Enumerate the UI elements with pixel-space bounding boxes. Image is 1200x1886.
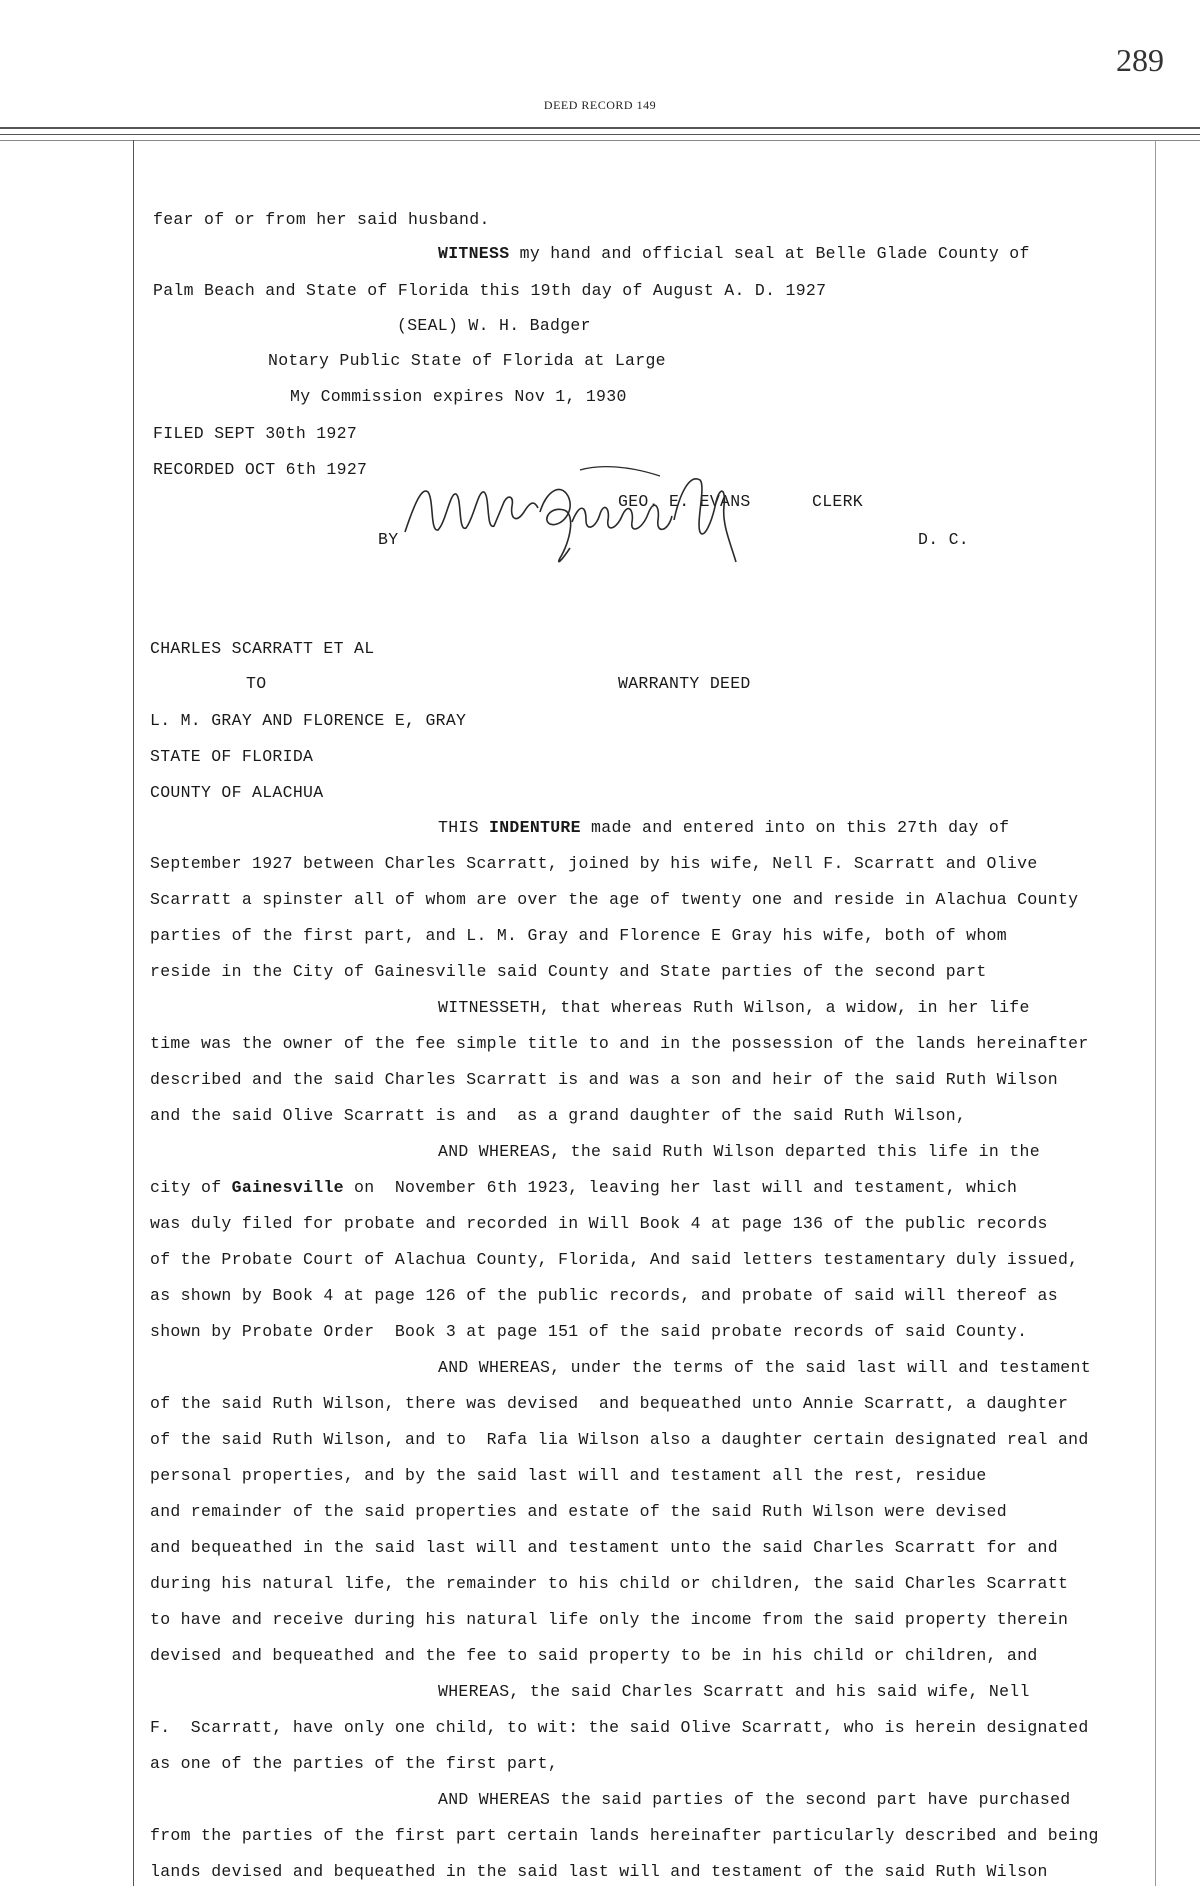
header-rule: [0, 127, 1200, 129]
body-line: parties of the first part, and L. M. Gray and Florence E Gray his wife, both of whom: [150, 926, 1007, 945]
body-line: as shown by Book 4 at page 126 of the public records, and probate of said will thereof as: [150, 1286, 1058, 1305]
body-text: on November 6th 1923, leaving her last will and testament, which: [343, 1178, 1018, 1197]
body-line: [150, 1178, 1017, 1197]
body-line: during his natural life, the remainder to his child or children, the said Charles Scarratt: [150, 1574, 1069, 1593]
body-line: personal properties, and by the said last will and testament all the rest, residue: [150, 1466, 987, 1485]
body-text: made and entered into on this 27th day of: [580, 818, 1010, 837]
notary-seal: (SEAL) W. H. Badger: [397, 316, 591, 335]
by-label: BY: [378, 530, 399, 549]
body-text-bold: Gainesville: [231, 1178, 344, 1197]
book-title: DEED RECORD 149: [543, 98, 657, 112]
page-number: 289: [1116, 42, 1164, 78]
deputy-clerk-label: D. C.: [918, 530, 970, 549]
body-line: and the said Olive Scarratt is and as a grand daughter of the said Ruth Wilson,: [150, 1106, 967, 1125]
body-line: of the Probate Court of Alachua County, Florida, And said letters testamentary duly issued,: [150, 1250, 1079, 1269]
witness-text: my hand and official seal at Belle Glade County of: [509, 244, 1030, 263]
body-line: from the parties of the first part certain lands hereinafter particularly described and being: [150, 1826, 1099, 1845]
body-line: of the said Ruth Wilson, and to Rafa lia Wilson also a daughter certain designated real and: [150, 1430, 1089, 1449]
ack-line: Palm Beach and State of Florida this 19th day of August A. D. 1927: [153, 281, 827, 300]
body-text-bold: INDENTURE: [489, 818, 581, 837]
body-text: city of: [150, 1178, 232, 1197]
body-line: described and the said Charles Scarratt is and was a son and heir of the said Ruth Wilson: [150, 1070, 1058, 1089]
filed-date: FILED SEPT 30th 1927: [153, 424, 358, 443]
body-line: as one of the parties of the first part,: [150, 1754, 559, 1773]
clerk-name: GEO. E. EVANS: [618, 492, 751, 511]
clerk-title: CLERK: [812, 492, 864, 511]
body-line: of the said Ruth Wilson, there was devised and bequeathed unto Annie Scarratt, a daughter: [150, 1394, 1069, 1413]
instrument-type: WARRANTY DEED: [618, 674, 751, 693]
body-line: and remainder of the said properties and estate of the said Ruth Wilson were devised: [150, 1502, 1007, 1521]
left-margin-line: [133, 140, 134, 1886]
county-heading: COUNTY OF ALACHUA: [150, 783, 324, 802]
handwritten-signature: [400, 462, 800, 577]
body-line: AND WHEREAS, the said Ruth Wilson departed this life in the: [438, 1142, 1040, 1161]
body-line: WHEREAS, the said Charles Scarratt and his said wife, Nell: [438, 1682, 1030, 1701]
grantees: L. M. GRAY AND FLORENCE E, GRAY: [150, 711, 467, 730]
ack-line: fear of or from her said husband.: [153, 210, 490, 229]
body-line: AND WHEREAS the said parties of the second part have purchased: [438, 1790, 1071, 1809]
body-line: F. Scarratt, have only one child, to wit: the said Olive Scarratt, who is herein designated: [150, 1718, 1089, 1737]
caption-to: TO: [246, 674, 267, 693]
body-line: September 1927 between Charles Scarratt, joined by his wife, Nell F. Scarratt and Olive: [150, 854, 1038, 873]
body-line: reside in the City of Gainesville said County and State parties of the second part: [150, 962, 987, 981]
commission-expiry: My Commission expires Nov 1, 1930: [290, 387, 627, 406]
body-text: THIS: [438, 818, 490, 837]
body-line: to have and receive during his natural life only the income from the said property therein: [150, 1610, 1069, 1629]
body-line: [438, 818, 1009, 837]
body-line: devised and bequeathed and the fee to said property to be in his child or children, and: [150, 1646, 1038, 1665]
header-rule: [0, 140, 1200, 141]
grantors: CHARLES SCARRATT ET AL: [150, 639, 375, 658]
body-line: WITNESSETH, that whereas Ruth Wilson, a widow, in her life: [438, 998, 1030, 1017]
body-line: shown by Probate Order Book 3 at page 151 of the said probate records of said County.: [150, 1322, 1028, 1341]
body-line: AND WHEREAS, under the terms of the said last will and testament: [438, 1358, 1091, 1377]
recorded-date: RECORDED OCT 6th 1927: [153, 460, 368, 479]
witness-word: WITNESS: [438, 244, 510, 263]
header-rule: [0, 134, 1200, 135]
body-line: time was the owner of the fee simple title to and in the possession of the lands hereinafter: [150, 1034, 1089, 1053]
ack-witness-line: [438, 244, 1030, 263]
body-line: and bequeathed in the said last will and testament unto the said Charles Scarratt for and: [150, 1538, 1058, 1557]
state-heading: STATE OF FLORIDA: [150, 747, 314, 766]
body-line: Scarratt a spinster all of whom are over the age of twenty one and reside in Alachua County: [150, 890, 1079, 909]
body-line: was duly filed for probate and recorded in Will Book 4 at page 136 of the public records: [150, 1214, 1048, 1233]
notary-title: Notary Public State of Florida at Large: [268, 351, 666, 370]
body-line: lands devised and bequeathed in the said last will and testament of the said Ruth Wilson: [150, 1862, 1048, 1881]
right-margin-line: [1155, 140, 1156, 1886]
